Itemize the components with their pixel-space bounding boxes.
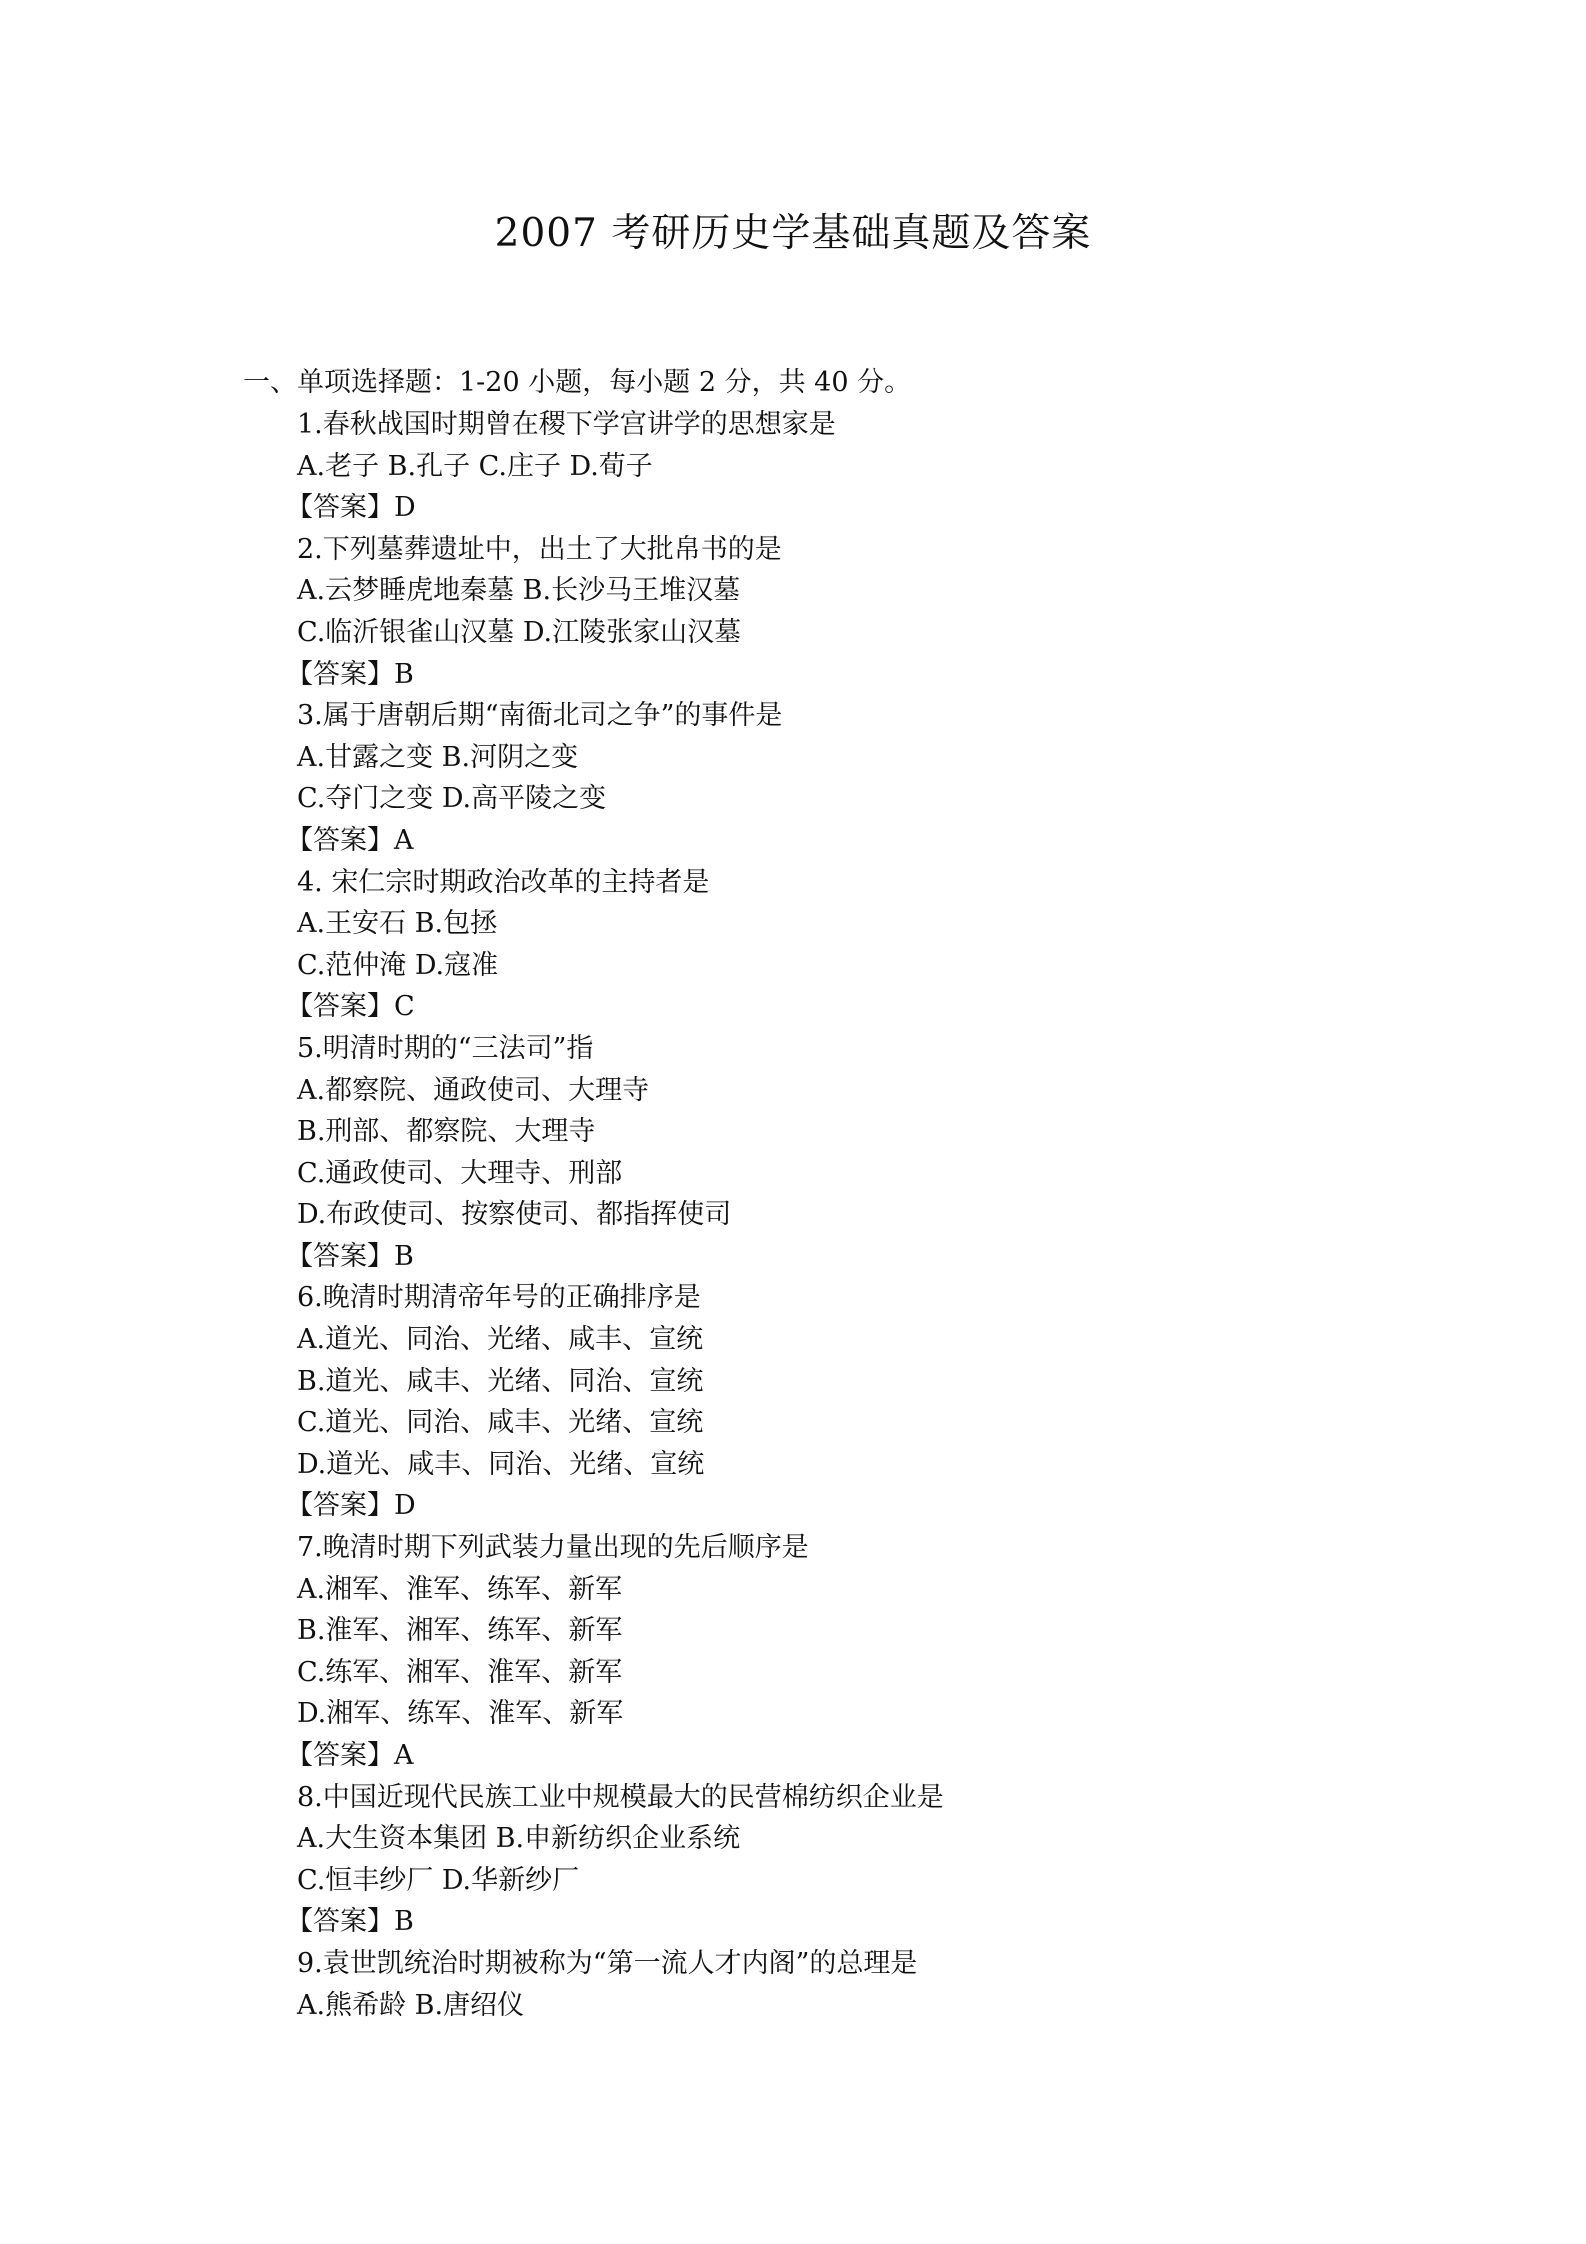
question-options: D.布政使司、按察使司、都指挥使司 (297, 1199, 732, 1231)
question-stem: 8.中国近现代民族工业中规模最大的民营棉纺织企业是 (297, 1781, 944, 1813)
question-options: C.恒丰纱厂 D.华新纱厂 (297, 1864, 580, 1896)
question-options: A.王安石 B.包拯 (297, 908, 498, 940)
question-options: A.甘露之变 B.河阴之变 (297, 741, 579, 773)
question-answer: 【答案】B (286, 1906, 414, 1938)
question-options: B.道光、咸丰、光绪、同治、宣统 (297, 1365, 704, 1397)
question-stem: 6.晚清时期清帝年号的正确排序是 (297, 1282, 701, 1314)
question-answer: 【答案】A (286, 824, 414, 856)
question-stem: 4. 宋仁宗时期政治改革的主持者是 (297, 866, 710, 898)
question-options: C.范仲淹 D.寇准 (297, 949, 499, 981)
question-answer: 【答案】C (286, 991, 415, 1023)
question-stem: 2.下列墓葬遗址中，出土了大批帛书的是 (297, 533, 782, 565)
question-options: A.大生资本集团 B.申新纺织企业系统 (297, 1823, 741, 1855)
question-answer: 【答案】B (286, 1240, 414, 1272)
question-stem: 5.明清时期的“三法司”指 (297, 1032, 594, 1064)
question-answer: 【答案】D (286, 492, 416, 524)
question-options: B.刑部、都察院、大理寺 (297, 1116, 596, 1148)
question-stem: 9.袁世凯统治时期被称为“第一流人才内阁”的总理是 (297, 1947, 918, 1979)
question-options: A.湘军、淮军、练军、新军 (297, 1573, 623, 1605)
question-stem: 7.晚清时期下列武装力量出现的先后顺序是 (297, 1532, 809, 1564)
question-options: D.道光、咸丰、同治、光绪、宣统 (297, 1448, 705, 1480)
question-options: C.夺门之变 D.高平陵之变 (297, 783, 607, 815)
question-options: A.熊希龄 B.唐绍仪 (297, 1989, 525, 2021)
question-options: C.通政使司、大理寺、刑部 (297, 1157, 623, 1189)
question-options: A.云梦睡虎地秦墓 B.长沙马王堆汉墓 (297, 575, 741, 607)
document-title: 2007 考研历史学基础真题及答案 (494, 211, 1092, 256)
question-options: A.老子 B.孔子 C.庄子 D.荀子 (297, 450, 653, 482)
question-options: C.道光、同治、咸丰、光绪、宣统 (297, 1407, 704, 1439)
question-options: A.都察院、通政使司、大理寺 (297, 1074, 650, 1106)
question-stem: 1.春秋战国时期曾在稷下学宫讲学的思想家是 (297, 409, 836, 440)
question-answer: 【答案】A (286, 1740, 414, 1771)
question-options: C.练军、湘军、淮军、新军 (297, 1656, 623, 1688)
question-answer: 【答案】D (286, 1490, 416, 1522)
question-options: D.湘军、练军、淮军、新军 (297, 1698, 624, 1730)
question-answer: 【答案】B (286, 658, 414, 690)
question-options: C.临沂银雀山汉墓 D.江陵张家山汉墓 (297, 616, 742, 648)
question-options: B.淮军、湘军、练军、新军 (297, 1615, 623, 1647)
section-heading: 一、单项选择题：1-20 小题，每小题 2 分，共 40 分。 (243, 367, 912, 398)
question-stem: 3.属于唐朝后期“南衙北司之争”的事件是 (297, 700, 783, 732)
question-list (286, 404, 1497, 2026)
question-options: A.道光、同治、光绪、咸丰、宣统 (297, 1324, 704, 1356)
